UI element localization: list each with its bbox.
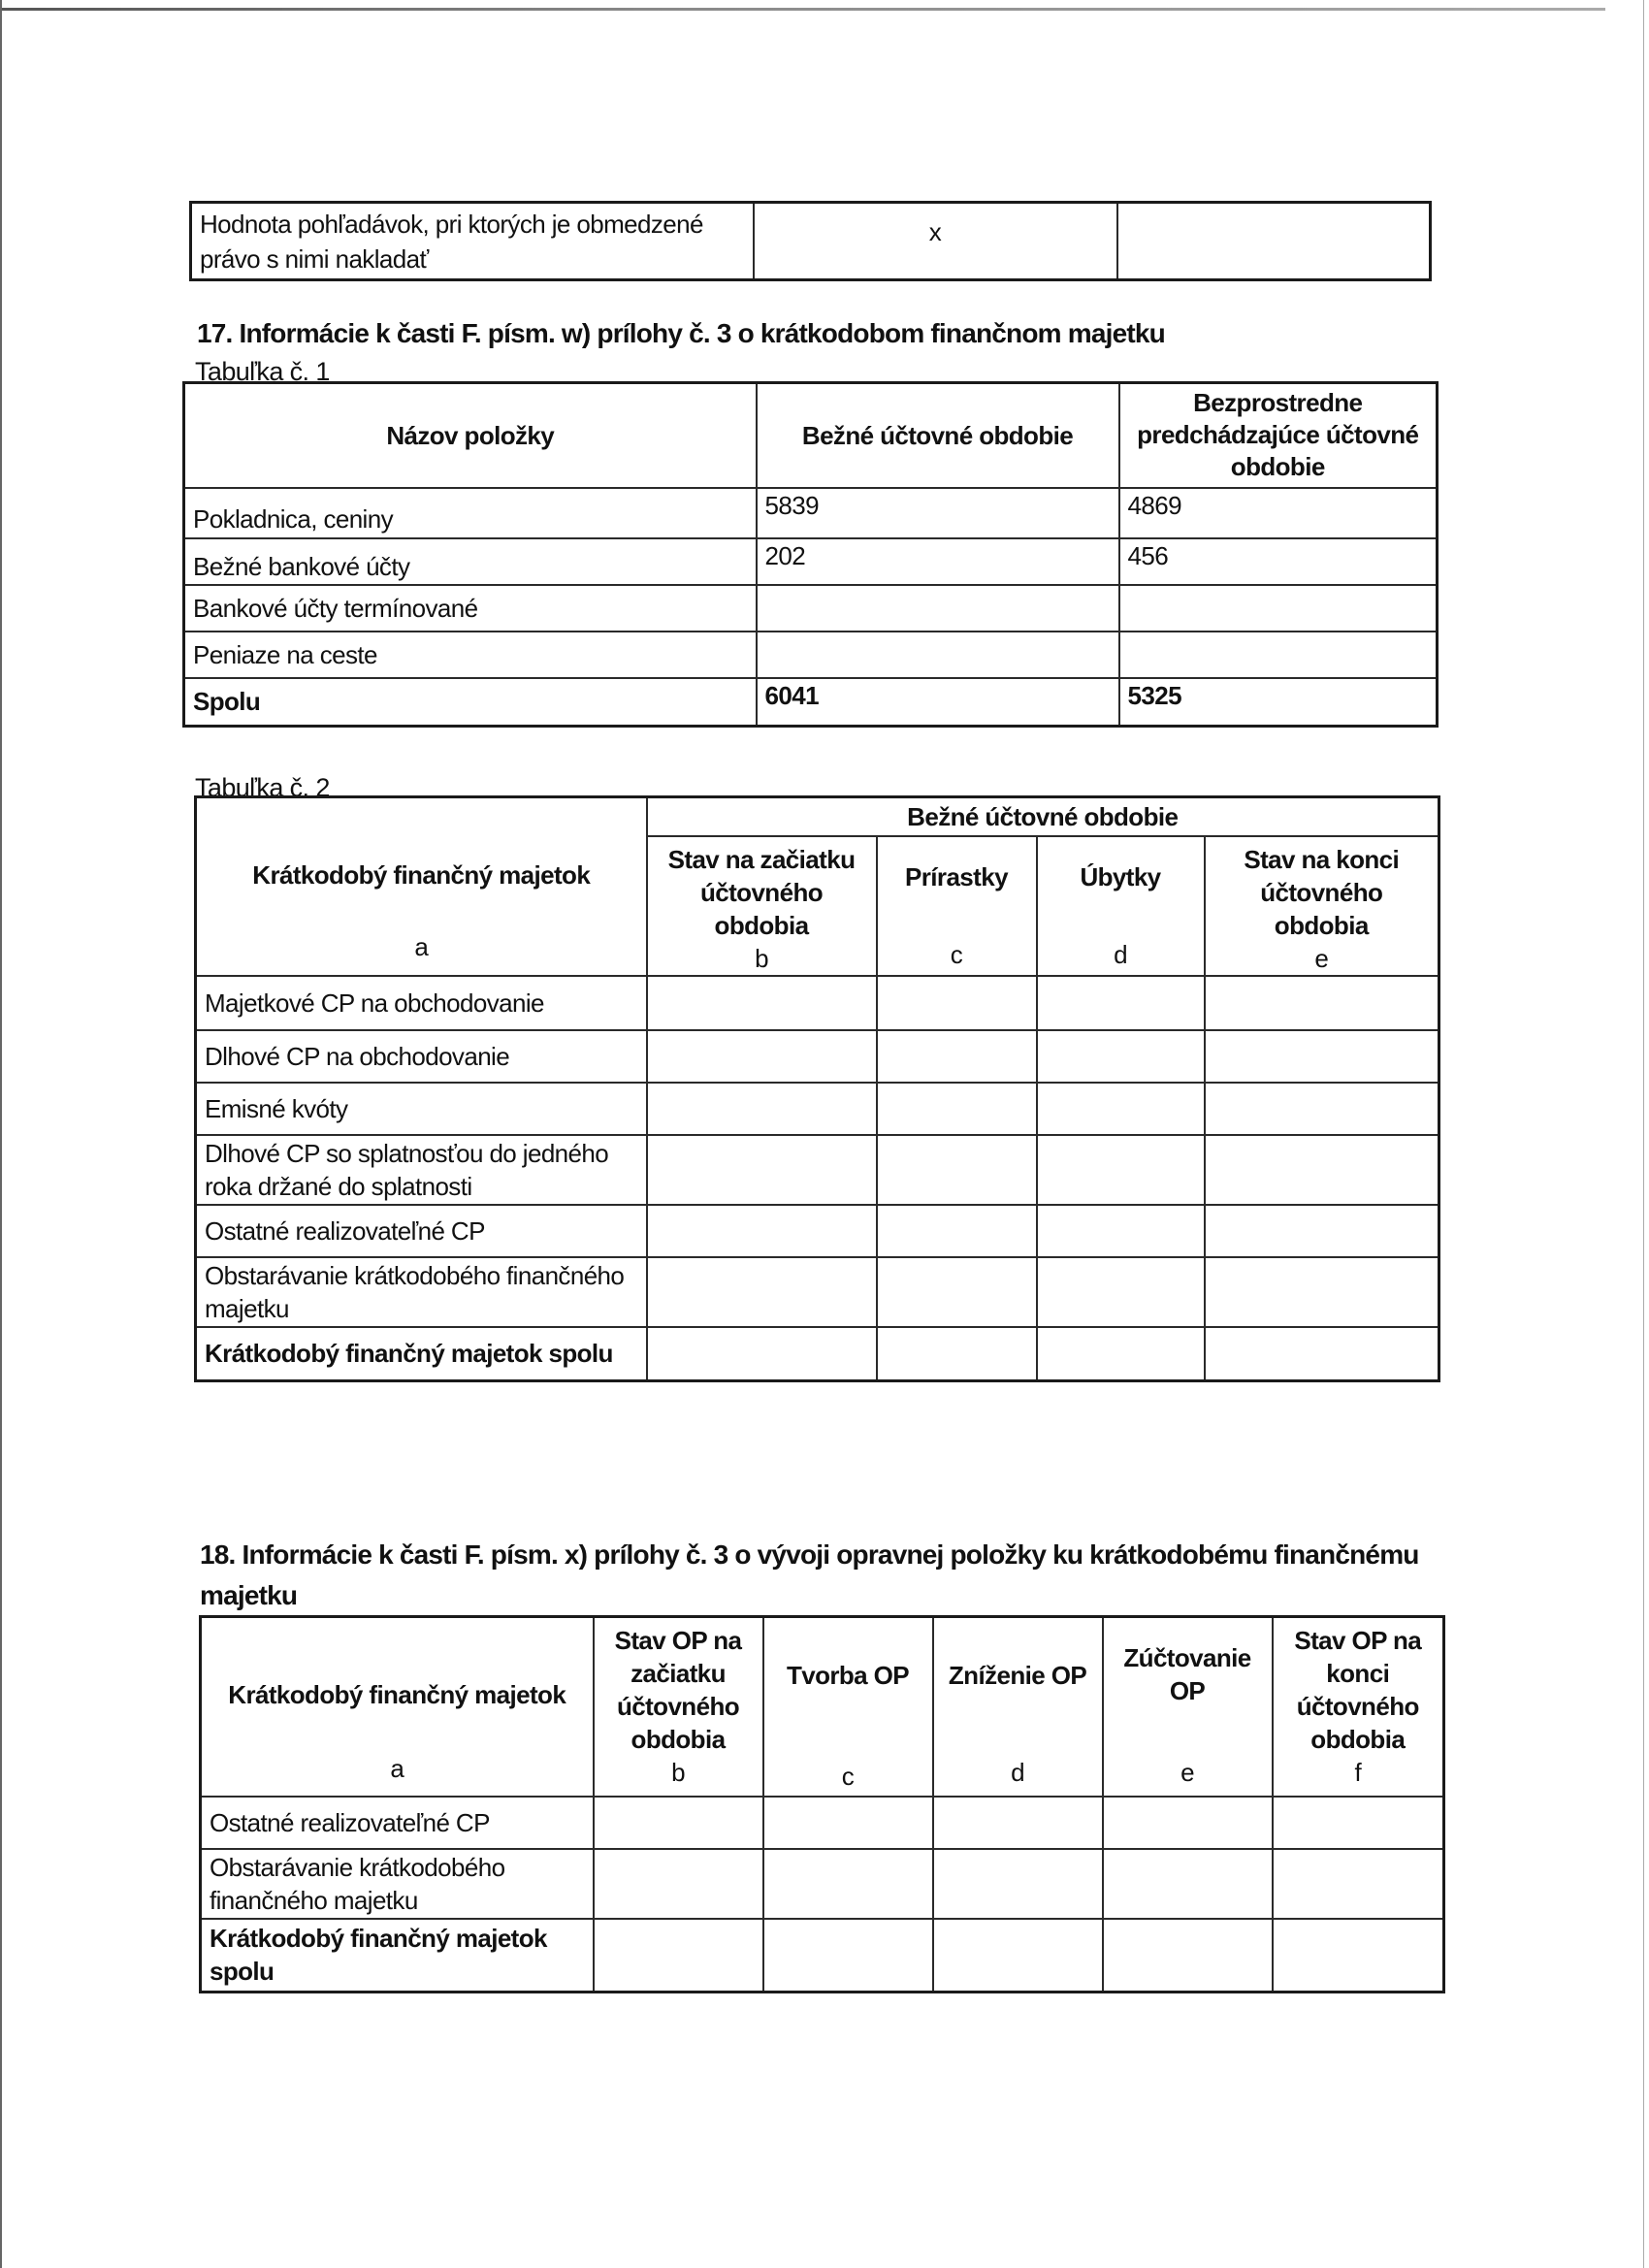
- header-asset: [201, 1617, 594, 1797]
- header-label: Stav OP na začiatku účtovného obdobia: [614, 1626, 742, 1754]
- row-label: Obstarávanie krátkodobého finančného majetku: [201, 1849, 594, 1919]
- cell-current: [757, 585, 1119, 632]
- row-label: Pokladnica, ceniny: [184, 488, 757, 538]
- cell-e: [1205, 1135, 1439, 1205]
- header-col-e: [1205, 836, 1439, 976]
- table-total-row: [184, 678, 1438, 727]
- column-letter: d: [1011, 1758, 1024, 1787]
- row-label: Majetkové CP na obchodovanie: [196, 976, 647, 1030]
- cell-previous: [1117, 203, 1431, 280]
- table-row: [184, 488, 1438, 538]
- header-col-d: [933, 1617, 1103, 1797]
- table-header-row: [196, 797, 1439, 836]
- cell-c: [763, 1849, 933, 1919]
- table-total-row: [201, 1919, 1444, 1993]
- cell-c: [877, 1083, 1037, 1135]
- cell-b: [647, 976, 877, 1030]
- cell-e: [1103, 1797, 1273, 1849]
- residual-table: [189, 201, 1432, 281]
- table-row: [184, 585, 1438, 632]
- cell-b: [647, 1030, 877, 1083]
- cell-e: [1205, 1083, 1439, 1135]
- row-label: Emisné kvóty: [196, 1083, 647, 1135]
- section-18-heading: 18. Informácie k časti F. písm. x) prílohy č. 3 o vývoji opravnej položky ku krátkodobému finančnému majetku: [200, 1539, 1419, 1610]
- header-label: Stav na začiatku účtovného obdobia: [667, 844, 856, 940]
- column-letter: a: [414, 932, 429, 961]
- table-row: [184, 632, 1438, 678]
- column-letter: b: [755, 943, 768, 973]
- table-row: [196, 1030, 1439, 1083]
- cell-d: [1037, 1135, 1205, 1205]
- cell-previous: [1119, 585, 1438, 632]
- cell-b: [647, 1083, 877, 1135]
- table-row: [201, 1849, 1444, 1919]
- cell-d: [933, 1797, 1103, 1849]
- cell-e: [1205, 1205, 1439, 1257]
- column-letter: e: [1314, 943, 1329, 973]
- header-asset-label: Krátkodobý finančný majetok: [252, 860, 591, 890]
- row-label: Bežné bankové účty: [184, 538, 757, 585]
- cell-current: 202: [757, 538, 1119, 585]
- cell-current: 6041: [757, 678, 1119, 727]
- row-label: Obstarávanie krátkodobého finančného majetku: [196, 1257, 647, 1327]
- row-label: Krátkodobý finančný majetok spolu: [201, 1919, 594, 1993]
- header-label: Tvorba OP: [786, 1661, 910, 1690]
- cell-b: [647, 1135, 877, 1205]
- scan-edge-right: [1643, 0, 1644, 2268]
- header-col-b: [647, 836, 877, 976]
- cell-previous: 4869: [1119, 488, 1438, 538]
- column-letter: f: [1354, 1758, 1362, 1787]
- table-row: [184, 538, 1438, 585]
- table-row: [196, 1205, 1439, 1257]
- cell-d: [1037, 1030, 1205, 1083]
- cell-c: [877, 1257, 1037, 1327]
- column-letter: a: [390, 1754, 404, 1783]
- table2-caption: Tabuľka č. 2: [195, 773, 330, 802]
- cell-current: x: [754, 203, 1117, 280]
- cell-e: [1205, 1257, 1439, 1327]
- section-17-heading: 17. Informácie k časti F. písm. w) prílohy č. 3 o krátkodobom finančnom majetku: [197, 318, 1165, 348]
- table-header-row: [184, 383, 1438, 488]
- cell-c: [877, 976, 1037, 1030]
- table-total-row: [196, 1327, 1439, 1381]
- table-2: [194, 795, 1440, 1382]
- cell-c: [877, 1205, 1037, 1257]
- cell-b: [647, 1257, 877, 1327]
- cell-previous: 456: [1119, 538, 1438, 585]
- table-1: [182, 381, 1439, 728]
- cell-d: [933, 1849, 1103, 1919]
- header-label: Úbytky: [1080, 861, 1161, 891]
- header-col-f: [1273, 1617, 1444, 1797]
- table-row: [196, 976, 1439, 1030]
- cell-f: [1273, 1919, 1444, 1993]
- row-label: Ostatné realizovateľné CP: [201, 1797, 594, 1849]
- cell-c: [763, 1919, 933, 1993]
- row-label: Ostatné realizovateľné CP: [196, 1205, 647, 1257]
- cell-b: [647, 1327, 877, 1381]
- table-row: [191, 203, 1431, 280]
- cell-d: [933, 1919, 1103, 1993]
- cell-e: [1103, 1919, 1273, 1993]
- header-previous-period: Bezprostredne predchádzajúce účtovné obdobie: [1119, 383, 1438, 488]
- cell-d: [1037, 1257, 1205, 1327]
- cell-b: [647, 1205, 877, 1257]
- cell-e: [1205, 976, 1439, 1030]
- cell-c: [877, 1327, 1037, 1381]
- row-label: Dlhové CP so splatnosťou do jedného roka držané do splatnosti: [196, 1135, 647, 1205]
- cell-b: [594, 1849, 763, 1919]
- cell-e: [1205, 1327, 1439, 1381]
- header-label: Zúčtovanie OP: [1123, 1643, 1251, 1705]
- row-label: Spolu: [184, 678, 757, 727]
- header-label: Zníženie OP: [948, 1661, 1087, 1690]
- cell-previous: 5325: [1119, 678, 1438, 727]
- cell-d: [1037, 1327, 1205, 1381]
- cell-c: [877, 1135, 1037, 1205]
- cell-d: [1037, 976, 1205, 1030]
- row-label: Bankové účty termínované: [184, 585, 757, 632]
- header-asset: [196, 797, 647, 976]
- table-row: [201, 1797, 1444, 1849]
- header-col-b: [594, 1617, 763, 1797]
- cell-previous: [1119, 632, 1438, 678]
- header-item-name: Názov položky: [184, 383, 757, 488]
- row-label: Dlhové CP na obchodovanie: [196, 1030, 647, 1083]
- cell-d: [1037, 1205, 1205, 1257]
- cell-f: [1273, 1797, 1444, 1849]
- header-label: Prírastky: [905, 861, 1008, 891]
- row-label: Krátkodobý finančný majetok spolu: [196, 1327, 647, 1381]
- row-label: Peniaze na ceste: [184, 632, 757, 678]
- cell-b: [594, 1797, 763, 1849]
- cell-e: [1205, 1030, 1439, 1083]
- header-group-current-period: Bežné účtovné obdobie: [647, 797, 1439, 836]
- table-row: [196, 1083, 1439, 1135]
- cell-c: [763, 1797, 933, 1849]
- cell-c: [877, 1030, 1037, 1083]
- table-header-row: [201, 1617, 1444, 1797]
- header-col-c: [877, 836, 1037, 976]
- header-col-d: [1037, 836, 1205, 976]
- table-row: [196, 1257, 1439, 1327]
- scan-edge-left: [0, 0, 2, 2268]
- scan-edge-top: [0, 8, 1605, 11]
- cell-b: [594, 1919, 763, 1993]
- cell-e: [1103, 1849, 1273, 1919]
- table1-caption: Tabuľka č. 1: [195, 357, 330, 386]
- column-letter: b: [671, 1758, 685, 1787]
- header-current-period: Bežné účtovné obdobie: [757, 383, 1119, 488]
- cell-current: [757, 632, 1119, 678]
- header-label: Stav OP na konci účtovného obdobia: [1294, 1626, 1422, 1754]
- header-col-c: [763, 1617, 933, 1797]
- table-row: [196, 1135, 1439, 1205]
- column-letter: e: [1180, 1758, 1194, 1787]
- column-letter: d: [1114, 939, 1127, 969]
- header-asset-label: Krátkodobý finančný majetok: [228, 1680, 566, 1709]
- cell-d: [1037, 1083, 1205, 1135]
- column-letter: c: [950, 939, 963, 969]
- column-letter: c: [841, 1762, 855, 1791]
- header-col-e: [1103, 1617, 1273, 1797]
- cell-current: 5839: [757, 488, 1119, 538]
- cell-f: [1273, 1849, 1444, 1919]
- table-3: [199, 1615, 1445, 1993]
- header-label: Stav na konci účtovného obdobia: [1244, 844, 1400, 940]
- row-label: Hodnota pohľadávok, pri ktorých je obmedzené právo s nimi nakladať: [191, 203, 754, 280]
